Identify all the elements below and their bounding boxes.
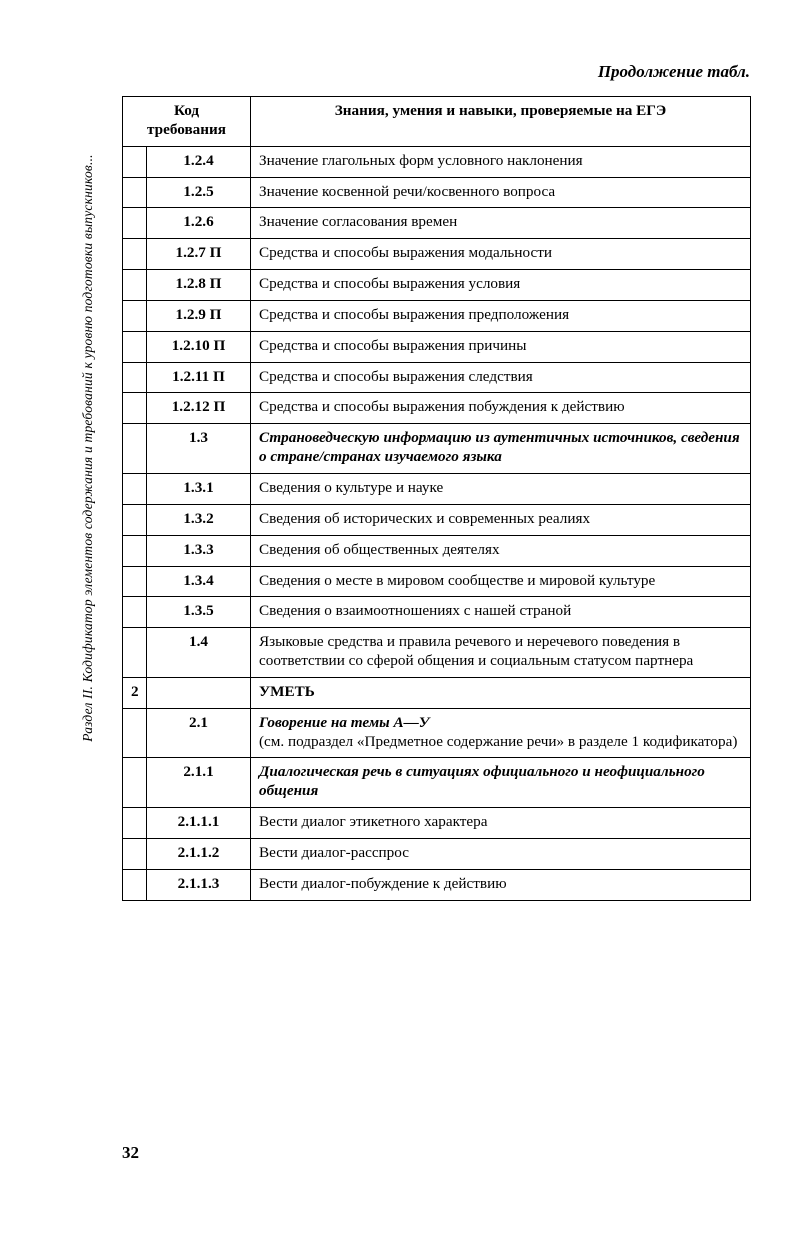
row-description-main: Значение согласования времен (259, 213, 458, 231)
row-description-main: Диалогическая речь в ситуациях официального и неофициального общения (259, 763, 705, 800)
row-description-main: Средства и способы выражения модальности (259, 244, 552, 262)
row-description-main: Вести диалог-расспрос (259, 843, 409, 861)
row-description-main: Значение глагольных форм условного наклонения (259, 151, 583, 169)
row-description-main: Средства и способы выражения причины (259, 336, 527, 354)
row-requirement-description (251, 504, 751, 535)
row-section-number (123, 300, 147, 331)
table-row (123, 838, 751, 869)
row-section-number (123, 424, 147, 474)
table-row (123, 869, 751, 900)
row-requirement-description (251, 473, 751, 504)
row-section-number (123, 535, 147, 566)
table-row (123, 504, 751, 535)
row-requirement-description (251, 708, 751, 758)
row-section-number (123, 628, 147, 678)
row-section-number (123, 708, 147, 758)
row-requirement-description (251, 270, 751, 301)
table-row (123, 239, 751, 270)
row-section-number (123, 808, 147, 839)
row-requirement-code: 1.3.1 (147, 473, 251, 504)
table-row (123, 535, 751, 566)
row-requirement-description (251, 424, 751, 474)
row-section-number (123, 566, 147, 597)
table-row (123, 758, 751, 808)
row-requirement-description (251, 677, 751, 708)
row-description-main: УМЕТЬ (259, 682, 315, 700)
row-requirement-code: 1.2.7 П (147, 239, 251, 270)
row-section-number (123, 208, 147, 239)
column-header-code: Код требования (123, 97, 251, 147)
row-requirement-code: 1.3.2 (147, 504, 251, 535)
row-section-number (123, 239, 147, 270)
table-continuation-label: Продолжение табл. (597, 62, 750, 81)
row-requirement-code (147, 677, 251, 708)
row-section-number (123, 362, 147, 393)
row-section-number (123, 473, 147, 504)
row-description-main: Сведения о взаимоотношениях с нашей страной (259, 602, 572, 620)
row-requirement-code: 1.2.9 П (147, 300, 251, 331)
row-description-main: Средства и способы выражения предположения (259, 305, 570, 323)
table-row (123, 270, 751, 301)
row-requirement-code: 2.1.1.2 (147, 838, 251, 869)
row-description-main: Сведения о месте в мировом сообществе и мировой культуре (259, 571, 656, 589)
column-header-description: Знания, умения и навыки, проверяемые на ЕГЭ (251, 97, 751, 147)
row-requirement-code: 1.3.3 (147, 535, 251, 566)
row-description-main: Сведения об общественных деятелях (259, 540, 500, 558)
row-requirement-code: 1.2.12 П (147, 393, 251, 424)
row-section-number (123, 504, 147, 535)
row-requirement-description (251, 838, 751, 869)
row-requirement-code: 1.2.4 (147, 146, 251, 177)
row-requirement-code: 1.2.5 (147, 177, 251, 208)
row-requirement-code: 1.2.6 (147, 208, 251, 239)
row-section-number (123, 270, 147, 301)
row-requirement-code: 1.3.4 (147, 566, 251, 597)
row-requirement-code: 1.2.8 П (147, 270, 251, 301)
table-head (123, 97, 751, 147)
table-row (123, 177, 751, 208)
table-row (123, 300, 751, 331)
row-requirement-description (251, 535, 751, 566)
row-requirement-description (251, 628, 751, 678)
row-requirement-description (251, 239, 751, 270)
row-requirement-description (251, 208, 751, 239)
row-requirement-description (251, 300, 751, 331)
row-requirement-code: 1.4 (147, 628, 251, 678)
table-header-row (123, 97, 751, 147)
row-description-main: Средства и способы выражения следствия (259, 367, 533, 385)
row-requirement-description (251, 146, 751, 177)
row-requirement-code: 1.2.11 П (147, 362, 251, 393)
row-description-main: Страноведческую информацию из аутентичных источников, сведения о стране/странах изучаемого языка (259, 429, 740, 466)
table-row (123, 146, 751, 177)
row-requirement-description (251, 331, 751, 362)
table-row (123, 208, 751, 239)
row-requirement-description (251, 808, 751, 839)
table-row (123, 473, 751, 504)
table-row (123, 708, 751, 758)
page-number: 32 (122, 1143, 139, 1162)
row-requirement-description (251, 177, 751, 208)
row-section-number (123, 146, 147, 177)
table-row (123, 677, 751, 708)
row-requirement-code: 1.3 (147, 424, 251, 474)
table-row (123, 566, 751, 597)
row-requirement-description (251, 597, 751, 628)
row-requirement-code: 1.2.10 П (147, 331, 251, 362)
row-description-main: Говорение на темы А—У (259, 713, 430, 731)
row-requirement-description (251, 393, 751, 424)
table-row (123, 331, 751, 362)
row-section-number (123, 393, 147, 424)
row-requirement-description (251, 362, 751, 393)
row-requirement-code: 2.1.1.3 (147, 869, 251, 900)
table-row (123, 628, 751, 678)
table-row (123, 597, 751, 628)
row-description-main: Вести диалог этикетного характера (259, 813, 488, 831)
table-row (123, 424, 751, 474)
row-section-number (123, 869, 147, 900)
table-row (123, 393, 751, 424)
row-section-number (123, 838, 147, 869)
row-description-main: Вести диалог-побуждение к действию (259, 874, 507, 892)
row-section-number (123, 177, 147, 208)
row-description-main: Сведения об исторических и современных реалиях (259, 509, 591, 527)
row-requirement-description (251, 869, 751, 900)
row-requirement-description (251, 566, 751, 597)
row-requirement-code: 2.1 (147, 708, 251, 758)
row-requirement-code: 2.1.1.1 (147, 808, 251, 839)
row-requirement-description (251, 758, 751, 808)
row-requirement-code: 1.3.5 (147, 597, 251, 628)
row-section-number (123, 597, 147, 628)
table-row (123, 362, 751, 393)
row-description-note: (см. подраздел «Предметное содержание речи» в разделе 1 кодификатора) (259, 732, 738, 750)
row-requirement-code: 2.1.1 (147, 758, 251, 808)
side-margin-caption: Раздел II. Кодификатор элементов содержания и требований к уровню подготовки выпускников... (80, 154, 95, 742)
row-section-number (123, 331, 147, 362)
row-description-main: Средства и способы выражения условия (259, 275, 521, 293)
row-description-main: Значение косвенной речи/косвенного вопроса (259, 182, 556, 200)
row-section-number (123, 758, 147, 808)
row-description-main: Средства и способы выражения побуждения к действию (259, 398, 625, 416)
table-body (123, 146, 751, 900)
row-section-number: 2 (123, 677, 147, 708)
row-description-main: Сведения о культуре и науке (259, 478, 444, 496)
requirements-table (122, 96, 751, 901)
row-description-main: Языковые средства и правила речевого и неречевого поведения в соответствии со сферой общения и социальным статусом партнера (259, 633, 694, 670)
table-row (123, 808, 751, 839)
